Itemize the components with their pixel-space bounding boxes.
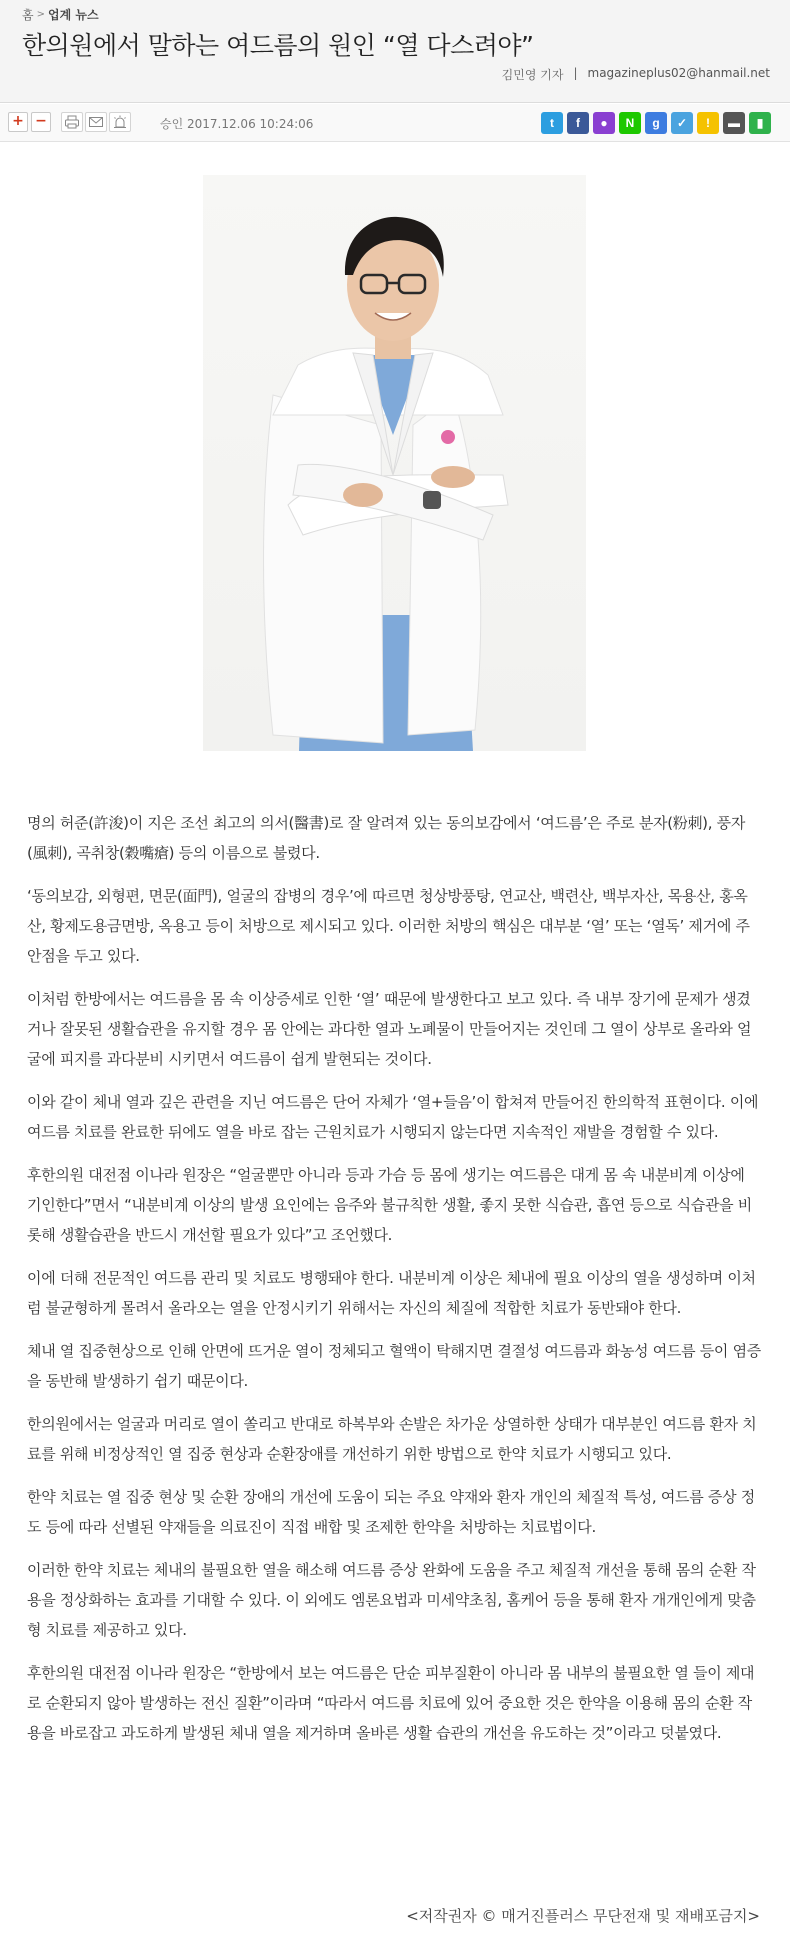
report-icon[interactable] [109, 112, 131, 132]
article-paragraph: 이와 같이 체내 열과 깊은 관련을 지닌 여드름은 단어 자체가 ‘열+들음’이 합쳐져 만들어진 한의학적 표현이다. 이에 여드름 치료를 완료한 뒤에도 열을 바로 잡는 근원치료가 시행되지 않는다면 지속적인 재발을 경험할 수 있다. [27, 1093, 759, 1141]
breadcrumb [22, 6, 99, 23]
facebook-share-icon[interactable]: f [567, 112, 589, 134]
email-icon[interactable] [85, 112, 107, 132]
article-paragraph: 한약 치료는 열 집중 현상 및 순환 장애의 개선에 도움이 되는 주요 약재와 환자 개인의 체질적 특성, 여드름 증상 정도 등에 따라 선별된 약재들을 의료진이 직접 배합 및 조제한 한약을 처방하는 치료법이다. [27, 1488, 755, 1536]
kakaotalk-share-icon[interactable]: ! [697, 112, 719, 134]
kakaostory-share-icon[interactable]: ● [593, 112, 615, 134]
reporter-email[interactable]: magazineplus02@hanmail.net [587, 66, 770, 80]
ebook-share-icon[interactable]: ▬ [723, 112, 745, 134]
print-icon[interactable] [61, 112, 83, 132]
page-title: 한의원에서 말하는 여드름의 원인 “열 다스려야” [22, 31, 534, 60]
doctor-portrait-image [203, 175, 586, 751]
breadcrumb-current[interactable]: 업계 뉴스 [47, 8, 99, 22]
google-share-icon[interactable]: g [645, 112, 667, 134]
article-photo [203, 175, 586, 751]
reporter-name: 김민영 기자 [501, 68, 564, 82]
article-paragraph: 이러한 한약 치료는 체내의 불필요한 열을 해소해 여드름 증상 완화에 도움을 주고 체질적 개선을 통해 몸의 순환 작용을 정상화하는 효과를 기대할 수 있다. 이 외에도 엠론요법과 미세약초침, 홈케어 등을 통해 환자 개개인에게 맞춤형 치료를 제공하고 있다. [27, 1561, 756, 1639]
article-paragraph: 한의원에서는 얼굴과 머리로 열이 쏠리고 반대로 하복부와 손발은 차가운 상열하한 상태가 대부분인 여드름 환자 치료를 위해 비정상적인 열 집중 현상과 순환장애를 개선하기 위한 방법으로 한약 치료가 시행되고 있다. [27, 1415, 757, 1463]
byline-divider: | [573, 66, 578, 80]
font-increase-button[interactable]: + [8, 112, 28, 132]
article-paragraph: 명의 허준(許浚)이 지은 조선 최고의 의서(醫書)로 잘 알려져 있는 동의보감에서 ‘여드름’은 주로 분자(粉刺), 풍자(風刺), 곡취창(穀嘴瘡) 등의 이름으로 불렸다. [27, 814, 746, 862]
article-toolbar [0, 104, 790, 142]
article-paragraph: 후한의원 대전점 이나라 원장은 “얼굴뿐만 아니라 등과 가슴 등 몸에 생기는 여드름은 대게 몸 속 내분비계 이상에 기인한다”면서 “내분비계 이상의 발생 요인에는 음주와 불규칙한 생활, 좋지 못한 식습관, 흡연 등으로 식습관을 비롯해 생활습관을 반드시 개선할 필요가 있다”고 조언했다. [27, 1166, 752, 1244]
article-paragraph: 후한의원 대전점 이나라 원장은 “한방에서 보는 여드름은 단순 피부질환이 아니라 몸 내부의 불필요한 열 들이 제대로 순환되지 않아 발생하는 전신 질환”이라며 “따라서 여드름 치료에 있어 중요한 것은 한약을 이용해 몸의 순환 작용을 바로잡고 과도하게 발생된 체내 열을 제거하며 올바른 생활 습관의 개선을 유도하는 것”이라고 덧붙였다. [27, 1664, 755, 1742]
article-paragraph: 체내 열 집중현상으로 인해 안면에 뜨거운 열이 정체되고 혈액이 탁해지면 결절성 여드름과 화농성 여드름 등이 염증을 동반해 발생하기 쉽기 때문이다. [27, 1342, 761, 1390]
band-share-icon[interactable]: ✓ [671, 112, 693, 134]
line-share-icon[interactable]: ▮ [749, 112, 771, 134]
byline [502, 66, 770, 83]
article-body [27, 808, 763, 1761]
article-paragraph: ‘동의보감, 외형편, 면문(面門), 얼굴의 잡병의 경우’에 따르면 청상방풍탕, 연교산, 백련산, 백부자산, 목용산, 홍옥산, 황제도용금면방, 옥용고 등이 처방으로 제시되고 있다. 이러한 처방의 핵심은 대부분 ‘열’ 또는 ‘열독’ 제거에 주안점을 두고 있다. [27, 887, 750, 965]
breadcrumb-separator: > [36, 9, 45, 20]
breadcrumb-home[interactable]: 홈 [22, 8, 34, 22]
article-paragraph: 이처럼 한방에서는 여드름을 몸 속 이상증세로 인한 ‘열’ 때문에 발생한다고 보고 있다. 즉 내부 장기에 문제가 생겼거나 잘못된 생활습관을 유지할 경우 몸 안에는 과다한 열과 노폐물이 만들어지는 것인데 그 열이 상부로 올라와 얼굴에 피지를 과다분비 시키면서 여드름이 쉽게 발현되는 것이다. [27, 990, 752, 1068]
approved-timestamp: 승인 2017.12.06 10:24:06 [160, 117, 314, 131]
font-decrease-button[interactable]: − [31, 112, 51, 132]
copyright-notice: <저작권자 © 매거진플러스 무단전재 및 재배포금지> [406, 1907, 760, 1925]
twitter-share-icon[interactable]: t [541, 112, 563, 134]
article-header [0, 0, 790, 103]
naver-share-icon[interactable]: N [619, 112, 641, 134]
article-paragraph: 이에 더해 전문적인 여드름 관리 및 치료도 병행돼야 한다. 내분비계 이상은 체내에 필요 이상의 열을 생성하며 이처럼 불균형하게 몰려서 올라오는 열을 안정시키기 위해서는 자신의 체질에 적합한 치료가 동반돼야 한다. [27, 1269, 756, 1317]
